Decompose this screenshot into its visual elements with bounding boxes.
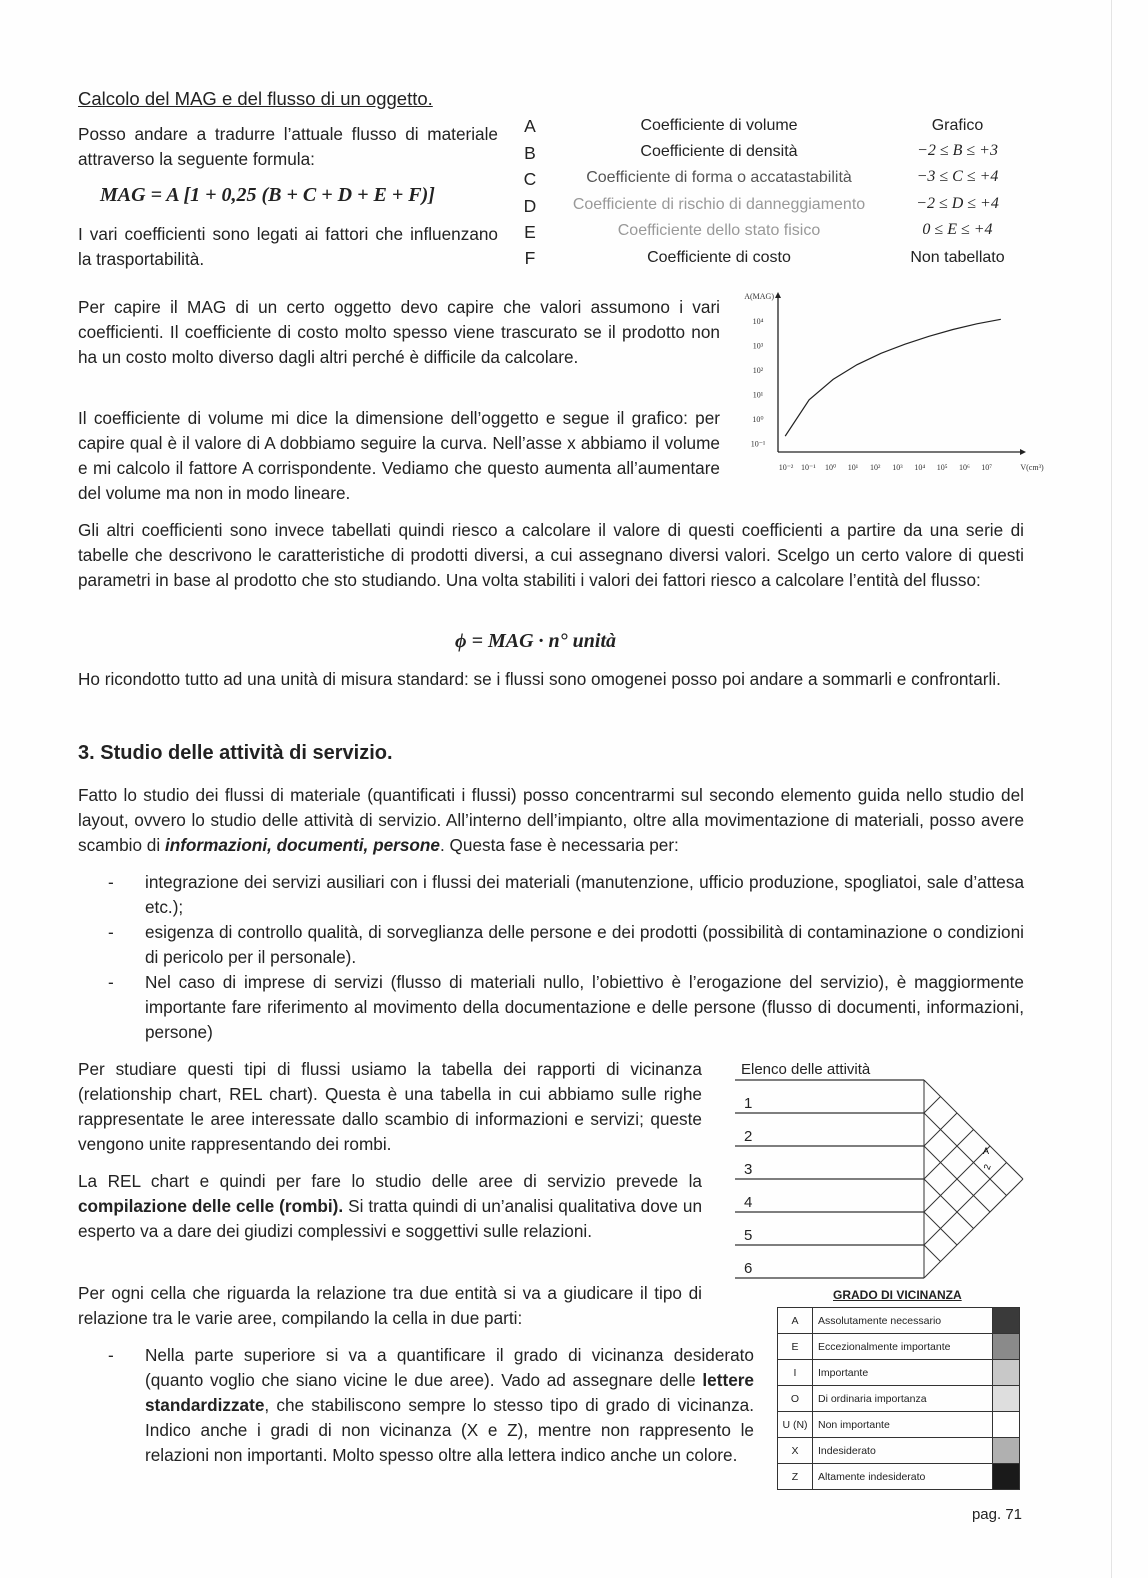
coef-name: Coefficiente di densità [640,143,798,160]
grado-row [778,1334,1020,1360]
x-tick-label: 10⁻¹ [800,463,816,472]
grado-color-swatch [993,1386,1020,1412]
grado-table [777,1307,1020,1490]
y-axis-arrow [775,292,781,298]
rel-rows [735,1095,924,1278]
bullet-item [78,1343,754,1468]
grado-label: Di ordinaria importanza [813,1386,993,1412]
coef-letter: D [523,196,537,216]
grado-color-swatch [993,1438,1020,1464]
grado-label: Non importante [813,1412,993,1438]
para-tabellati: Gli altri coefficienti sono invece tabellati quindi riesco a calcolare il valore di questi coefficienti a partire da una serie di tabelle che descrivono le caratteristiche di prodotti diversi, a cui assegnano diversi valori. Scelgo un certo valore di questi parametri in base al prodotto che sto studiando. Una volta stabiliti i valori dei fattori riesco a calcolare l’entità del flusso: [78,520,1024,590]
x-tick-label: 10⁻² [778,463,794,472]
coef-letter: F [524,248,536,268]
coef-name: Coefficiente di costo [647,249,791,266]
grado-color-swatch [993,1334,1020,1360]
coef-name: Coefficiente di forma o accatastabilità [586,169,852,186]
grado-code: X [778,1438,813,1464]
last-bullet-list [78,1343,754,1468]
coef-range: Non tabellato [910,249,1005,266]
section-3-title: 3. Studio delle attività di servizio. [78,742,393,764]
y-tick-label: 10¹ [752,390,764,400]
para-mag-values: Per capire il MAG di un certo oggetto devo capire che valori assumono i vari coefficienti. Il coefficiente di costo molto spesso viene trascurato se il prodotto non ha un costo molto diverso dagli altri perché è difficile da calcolare. [78,297,720,367]
x-tick-label: 10² [869,463,881,472]
rel2-text-end: Si tratta quindi di un’analisi qualitativa dove un esperto va a dare dei giudizi complessivi e soggettivi sulle relazioni. [78,1196,702,1241]
y-tick-label: 10³ [752,341,764,351]
rel-grid-line [924,1179,974,1229]
y-tick-label: 10⁰ [752,415,764,424]
rel-grid-line [924,1245,941,1262]
rel-row-number: 2 [744,1128,753,1145]
x-tick-label: 10⁶ [959,463,970,472]
page-edge [1111,0,1112,1578]
x-tick-label: 10⁷ [981,463,993,472]
coef-letter: B [524,143,536,163]
coef-letter: A [524,116,536,136]
volume-curve [785,319,1001,436]
volume-chart [736,290,1044,480]
coef-name: Coefficiente di rischio di danneggiamento [572,196,866,213]
grado-color-swatch [993,1360,1020,1386]
rel-grid-line [924,1163,1007,1246]
bullet-item: - integrazione dei servizi ausiliari con i flussi dei materiali (manutenzione, ufficio produzione, spogliatoi, sale d’attesa etc.); [78,870,1024,920]
para-factors: I vari coefficienti sono legati ai fattori che influenzano la trasportabilità. [78,224,498,269]
x-tick-label: 10⁰ [824,463,837,472]
para-rel2 [78,1169,702,1244]
rel-grid-line [924,1130,974,1180]
grado-label: Indesiderato [813,1438,993,1464]
bullet-list [78,870,1024,1045]
grado-row [778,1412,1020,1438]
flusso-formula: ϕ = MAG · n° unità [455,630,617,652]
grado-code: A [778,1308,813,1334]
grado-code: Z [778,1464,813,1490]
grado-row [778,1464,1020,1490]
coef-name: Coefficiente di volume [640,117,798,134]
rel-chart-title: Elenco delle attività [741,1061,871,1078]
grado-row [778,1438,1020,1464]
rel-row-number: 1 [744,1095,753,1112]
mag-formula: MAG = A [1 + 0,25 (B + C + D + E + F)] [100,184,435,206]
grado-label: Altamente indesiderato [813,1464,993,1490]
grado-row [778,1386,1020,1412]
rel-chart-diagram [730,1078,1030,1278]
rel-cell-label-top: A [982,1146,990,1156]
y-tick-label: 10⁻¹ [750,439,766,449]
grado-color-swatch [993,1464,1020,1490]
intro-text-end: . Questa fase è necessaria per: [439,835,679,855]
rel-row-number: 3 [744,1161,753,1178]
grado-row [778,1308,1020,1334]
chart-layer [744,292,1044,472]
grado-label: Eccezionalmente importante [813,1334,993,1360]
grado-color-swatch [993,1412,1020,1438]
bullet-item: - esigenza di controllo qualità, di sorveglianza delle persone e dei prodotti (possibilità di contaminazione o condizioni di pericolo per il personale). [78,920,1024,970]
coef-name: Coefficiente dello stato fisico [617,222,821,239]
grado-label: Assolutamente necessario [813,1308,993,1334]
coef-range: −2 ≤ B ≤ +3 [917,142,998,159]
coef-letter: C [523,169,537,189]
last-bullet-text: Nella parte superiore si va a quantificare il grado di vicinanza desiderato (quanto voglio che siano vicine le due aree). Vado ad assegnare delle [145,1345,754,1390]
x-axis-label: V(cm³) [1020,463,1044,472]
last-bullet-bold: lettere standardizzate [145,1370,754,1415]
para-volume: Il coefficiente di volume mi dice la dimensione dell’oggetto e segue il grafico: per capire qual è il valore di A dobbiamo seguire la curva. Nell’asse x abbiamo il volume e mi calcolo il fattore A corrispondente. Vediamo che questo aumenta all’aumentare del volume ma non in modo lineare. [78,408,720,503]
section-title-mag: Calcolo del MAG e del flusso di un oggetto. [78,88,433,109]
coef-range: −3 ≤ C ≤ +4 [916,168,999,185]
x-tick-label: 10¹ [847,463,859,472]
coef-range: −2 ≤ D ≤ +4 [916,195,999,212]
para-rel: Per studiare questi tipi di flussi usiamo la tabella dei rapporti di vicinanza (relationship chart, REL chart). Questa è una tabella in cui abbiamo sulle righe rappresentate le aree interessate dallo scambio di informazioni e servizi; queste vengono unite rappresentando dei rombi. [78,1059,702,1154]
x-axis-arrow [1020,449,1026,455]
y-axis-label: A(MAG) [744,292,774,301]
y-tick-label: 10⁴ [752,317,764,326]
intro-emphasis: informazioni, documenti, persone [164,835,440,855]
coef-range: 0 ≤ E ≤ +4 [922,221,993,238]
para-ricondotto: Ho ricondotto tutto ad una unità di misura standard: se i flussi sono omogenei posso poi andare a sommarli e confrontarli. [78,669,1001,689]
bullet-item: - Nel caso di imprese di servizi (flusso di materiali nullo, l’obiettivo è l’erogazione del servizio), è maggiormente importante fare riferimento al movimento della documentazione e delle persone (flusso di documenti, informazioni, persone) [78,970,1024,1045]
rel2-bold: compilazione delle celle (rombi). [78,1196,344,1216]
x-tick-label: 10⁴ [914,463,926,472]
grado-code: O [778,1386,813,1412]
page-number: pag. 71 [971,1506,1022,1523]
rel-cell-label-bottom: 2 [981,1162,993,1172]
grado-color-swatch [993,1308,1020,1334]
rel-grid-line [924,1097,941,1114]
coef-letter: E [524,222,536,242]
coef-range: Grafico [931,117,984,134]
x-tick-label: 10⁵ [936,463,948,472]
grado-row [778,1360,1020,1386]
rel-row-number: 4 [744,1194,753,1211]
intro-text: Fatto lo studio dei flussi di materiale (quantificati i flussi) posso concentrarmi sul secondo elemento guida nello studio del layout, ovvero lo studio delle attività di servizio. All’interno dell’impianto, oltre alla movimentazione di materiali, posso avere scambio di [78,785,1024,855]
rel-row-number: 6 [744,1260,753,1277]
para-cella: Per ogni cella che riguarda la relazione tra due entità si va a giudicare il tipo di relazione tra le varie aree, compilando la cella in due parti: [78,1283,702,1328]
grado-code: I [778,1360,813,1386]
y-tick-label: 10² [752,366,764,375]
grado-title: GRADO DI VICINANZA [833,1288,962,1302]
last-bullet-text-end: , che stabiliscono sempre lo stesso tipo di grado di vicinanza. Indico anche i gradi di non vicinanza (X e Z), mentre non rappresento le relazioni non importanti. Molto spesso oltre alla lettera indico anche un colore. [145,1395,754,1465]
para-intro: Posso andare a tradurre l’attuale flusso di materiale attraverso la seguente formula: [78,124,498,169]
para-section3-intro [78,783,1024,858]
rel-grid [924,1080,1023,1278]
grado-code: E [778,1334,813,1360]
rel-row-number: 5 [744,1227,753,1244]
rel2-text: La REL chart e quindi per fare lo studio delle aree di servizio prevede la [78,1171,702,1191]
x-tick-label: 10³ [892,463,903,472]
rel-grid-line [924,1113,1007,1196]
grado-label: Importante [813,1360,993,1386]
grado-code: U (N) [778,1412,813,1438]
